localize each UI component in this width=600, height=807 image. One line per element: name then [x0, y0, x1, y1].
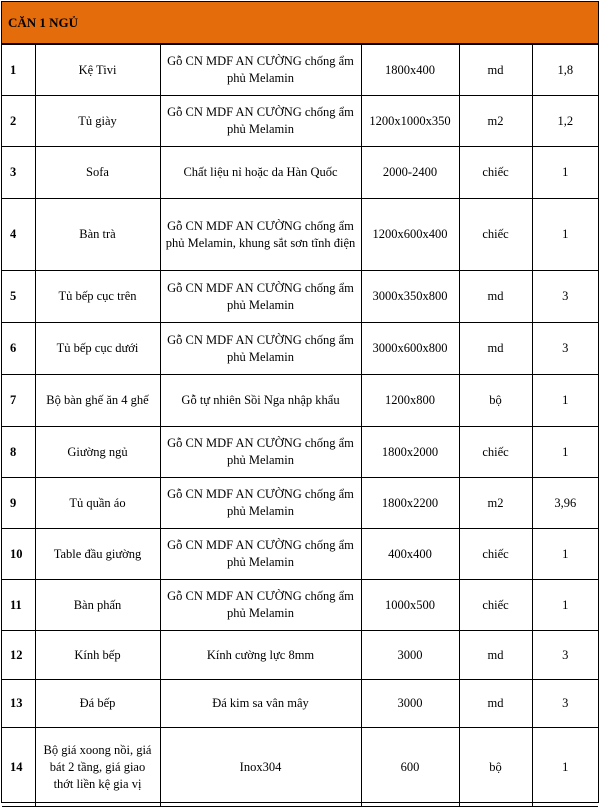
- item-quantity: 3: [532, 271, 598, 323]
- item-material: Gỗ CN MDF AN CƯỜNG chống ẩm phủ Melamin: [160, 45, 361, 96]
- item-name: Bộ bàn ghế ăn 4 ghế: [35, 375, 160, 427]
- item-size: 1800x2000: [361, 427, 459, 478]
- item-size: 1800x2200: [361, 478, 459, 529]
- table-row: [2, 728, 598, 807]
- table-row: [2, 45, 598, 96]
- item-unit: bộ: [459, 728, 532, 807]
- item-unit: md: [459, 680, 532, 728]
- item-quantity: 1: [532, 375, 598, 427]
- row-number: 6: [2, 323, 35, 375]
- table-row: [2, 631, 598, 680]
- item-quantity: 1,2: [532, 96, 598, 147]
- item-quantity: 3: [532, 631, 598, 680]
- item-material: Gỗ CN MDF AN CƯỜNG chống ẩm phủ Melamin: [160, 580, 361, 631]
- item-material: Gỗ CN MDF AN CƯỜNG chống ẩm phủ Melamin: [160, 323, 361, 375]
- item-unit: md: [459, 271, 532, 323]
- item-material: Gỗ tự nhiên Sồi Nga nhập khẩu: [160, 375, 361, 427]
- item-quantity: 1: [532, 199, 598, 271]
- table-body: [2, 45, 598, 807]
- quotation-sheet: [1, 1, 599, 803]
- item-material: Kính cường lực 8mm: [160, 631, 361, 680]
- row-number: 10: [2, 529, 35, 580]
- item-size: 3000x600x800: [361, 323, 459, 375]
- section-title: CĂN 1 NGỦ: [8, 14, 79, 30]
- item-name: Sofa: [35, 147, 160, 199]
- item-material: Gỗ CN MDF AN CƯỜNG chống ẩm phủ Melamin: [160, 271, 361, 323]
- item-size: 3000: [361, 680, 459, 728]
- item-material: Chất liệu nỉ hoặc da Hàn Quốc: [160, 147, 361, 199]
- item-material: Đá kim sa vân mây: [160, 680, 361, 728]
- section-header: [2, 2, 598, 44]
- table-row: [2, 529, 598, 580]
- item-unit: m2: [459, 478, 532, 529]
- table-row: [2, 580, 598, 631]
- item-unit: md: [459, 631, 532, 680]
- item-unit: chiếc: [459, 529, 532, 580]
- item-unit: chiếc: [459, 147, 532, 199]
- item-material: Gỗ CN MDF AN CƯỜNG chống ẩm phủ Melamin: [160, 529, 361, 580]
- item-quantity: 3: [532, 680, 598, 728]
- table-row: [2, 199, 598, 271]
- row-number: 5: [2, 271, 35, 323]
- row-number: 9: [2, 478, 35, 529]
- item-quantity: 1,8: [532, 45, 598, 96]
- item-material: Gỗ CN MDF AN CƯỜNG chống ẩm phủ Melamin: [160, 478, 361, 529]
- item-name: Kính bếp: [35, 631, 160, 680]
- row-number: 8: [2, 427, 35, 478]
- item-unit: md: [459, 323, 532, 375]
- item-size: 3000x350x800: [361, 271, 459, 323]
- item-size: 3000: [361, 631, 459, 680]
- item-name: Table đầu giường: [35, 529, 160, 580]
- item-unit: md: [459, 45, 532, 96]
- furniture-table: [2, 44, 598, 807]
- item-size: 400x400: [361, 529, 459, 580]
- item-size: 1200x800: [361, 375, 459, 427]
- table-row: [2, 680, 598, 728]
- table-row: [2, 478, 598, 529]
- item-quantity: 3,96: [532, 478, 598, 529]
- item-name: Tủ bếp cục trên: [35, 271, 160, 323]
- item-material: Gỗ CN MDF AN CƯỜNG chống ẩm phủ Melamin: [160, 96, 361, 147]
- item-unit: chiếc: [459, 427, 532, 478]
- item-name: Bàn phấn: [35, 580, 160, 631]
- row-number: 4: [2, 199, 35, 271]
- item-quantity: 1: [532, 529, 598, 580]
- item-name: Giường ngủ: [35, 427, 160, 478]
- item-material: Gỗ CN MDF AN CƯỜNG chống ẩm phủ Melamin: [160, 427, 361, 478]
- item-name: Tủ quần áo: [35, 478, 160, 529]
- item-material: Inox304: [160, 728, 361, 807]
- item-size: 2000-2400: [361, 147, 459, 199]
- item-name: Bàn trà: [35, 199, 160, 271]
- item-material: Gỗ CN MDF AN CƯỜNG chống ẩm phủ Melamin, khung sắt sơn tĩnh điện: [160, 199, 361, 271]
- item-size: 600: [361, 728, 459, 807]
- item-quantity: 1: [532, 728, 598, 807]
- item-unit: bộ: [459, 375, 532, 427]
- table-row: [2, 147, 598, 199]
- table-row: [2, 427, 598, 478]
- item-size: 1200x600x400: [361, 199, 459, 271]
- row-number: 13: [2, 680, 35, 728]
- table-row: [2, 375, 598, 427]
- item-quantity: 1: [532, 427, 598, 478]
- row-number: 3: [2, 147, 35, 199]
- table-row: [2, 271, 598, 323]
- table-row: [2, 323, 598, 375]
- item-size: 1800x400: [361, 45, 459, 96]
- item-size: 1000x500: [361, 580, 459, 631]
- table-row: [2, 96, 598, 147]
- row-number: 1: [2, 45, 35, 96]
- item-size: 1200x1000x350: [361, 96, 459, 147]
- row-number: 2: [2, 96, 35, 147]
- item-name: Đá bếp: [35, 680, 160, 728]
- item-name: Tủ giày: [35, 96, 160, 147]
- row-number: 7: [2, 375, 35, 427]
- item-quantity: 3: [532, 323, 598, 375]
- item-unit: m2: [459, 96, 532, 147]
- row-number: 11: [2, 580, 35, 631]
- item-quantity: 1: [532, 147, 598, 199]
- item-name: Bộ giá xoong nồi, giá bát 2 tầng, giá giao thớt liền kệ gia vị: [35, 728, 160, 807]
- item-name: Tủ bếp cục dưới: [35, 323, 160, 375]
- item-quantity: 1: [532, 580, 598, 631]
- row-number: 14: [2, 728, 35, 807]
- item-unit: chiếc: [459, 580, 532, 631]
- item-unit: chiếc: [459, 199, 532, 271]
- item-name: Kệ Tivi: [35, 45, 160, 96]
- row-number: 12: [2, 631, 35, 680]
